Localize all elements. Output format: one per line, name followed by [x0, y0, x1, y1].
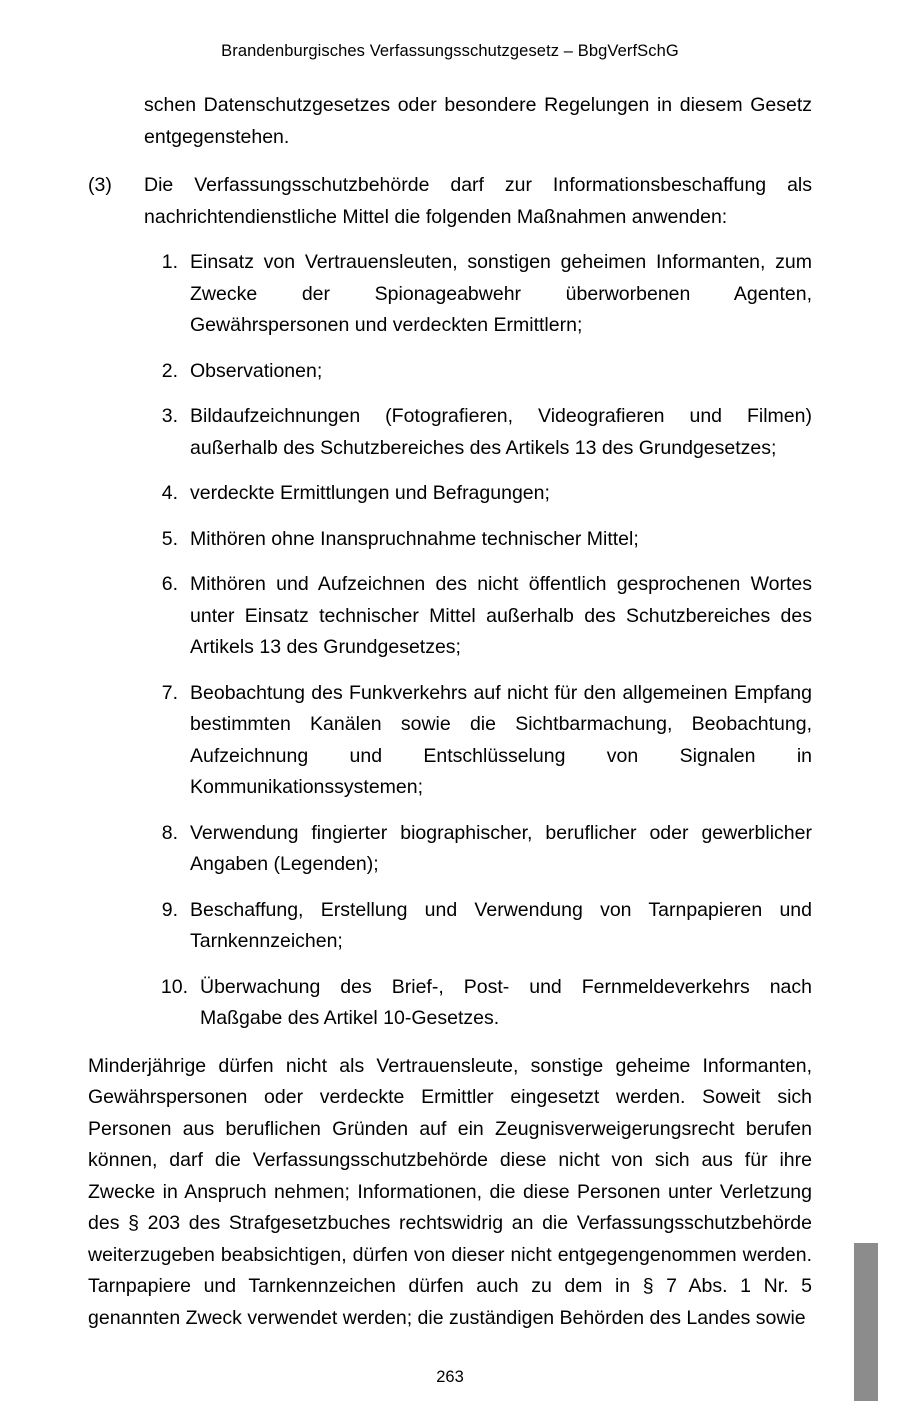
list-item [144, 401, 812, 464]
list-item-text: Mithören ohne Inanspruchnahme technischer Mittel; [190, 527, 639, 550]
list-item-number: 7. [161, 681, 178, 704]
list-item [144, 972, 812, 1035]
list-item [144, 569, 812, 664]
list-item [144, 818, 812, 881]
list-item-number: 10. [160, 975, 188, 998]
page-number: 263 [436, 1368, 464, 1386]
clause-number: (3) [88, 174, 112, 196]
list-item-number: 3. [161, 405, 178, 427]
list-item-number: 5. [161, 527, 178, 550]
page-content [88, 90, 812, 1334]
running-head: Brandenburgisches Verfassungsschutzgesetz – BbgVerfSchG [221, 42, 679, 60]
list-item-number: 8. [161, 821, 178, 844]
list-item-number: 1. [161, 251, 178, 273]
list-item [144, 678, 812, 804]
list-item [144, 524, 812, 556]
list-item [144, 247, 812, 342]
measures-list [144, 247, 812, 1035]
continuation-paragraph: schen Datenschutzgesetzes oder besondere Regelungen in diesem Gesetz entgegenstehen. [144, 94, 812, 148]
list-item-text: Bildaufzeichnungen (Fotografieren, Videografieren und Filmen) außerhalb des Schutzbereiches des Artikels 13 des Grundgesetzes; [190, 405, 812, 459]
list-item-number: 9. [161, 898, 178, 921]
list-item [144, 356, 812, 388]
list-item-number: 2. [161, 359, 178, 382]
list-item-text: Beschaffung, Erstellung und Verwendung von Tarnpapieren und Tarnkennzeichen; [190, 898, 812, 952]
clause-text: Die Verfassungsschutzbehörde darf zur Informationsbeschaffung als nachrichtendienstliche Mittel die folgenden Maßnahmen anwenden: [144, 174, 812, 228]
list-item-text: verdeckte Ermittlungen und Befragungen; [190, 482, 550, 504]
list-item-text: Einsatz von Vertrauensleuten, sonstigen geheimen Informanten, zum Zwecke der Spionageabwehr überworbenen Agenten, Gewährspersonen und verdeckten Ermittlern; [190, 251, 812, 336]
list-item [144, 895, 812, 958]
list-item-text: Observationen; [190, 359, 323, 382]
closing-paragraph: Minderjährige dürfen nicht als Vertrauensleute, sonstige geheime Informanten, Gewährspersonen oder verdeckte Ermittler eingesetzt werden. Soweit sich Personen aus beruflichen Gründen auf ein Zeugnisverweigerungsrecht berufen können, darf die Verfassungsschutzbehörde diese nicht von sich aus für ihre Zwecke in Anspruch nehmen; Informationen, die diese Personen unter Verletzung des § 203 des Strafgesetzbuches rechtswidrig an die Verfassungsschutzbehörde weiterzugeben beabsichtigen, dürfen von dieser nicht entgegengenommen werden. Tarnpapiere und Tarnkennzeichen dürfen auch zu dem in § 7 Abs. 1 Nr. 5 genannten Zweck verwendet werden; die zuständigen Behörden des Landes sowie [88, 1054, 812, 1329]
list-item [144, 478, 812, 510]
list-item-text: Beobachtung des Funkverkehrs auf nicht für den allgemeinen Empfang bestimmten Kanälen sowie die Sichtbarmachung, Beobachtung, Aufzeichnung und Entschlüsselung von Signalen in Kommunikationssystemen; [190, 681, 812, 798]
closing-paragraph-block [88, 1051, 812, 1335]
list-item-number: 6. [161, 573, 178, 595]
list-item-number: 4. [161, 482, 178, 504]
list-item-text: Überwachung des Brief-, Post- und Fernmeldeverkehrs nach Maßgabe des Artikel 10-Gesetzes. [200, 975, 812, 1029]
clause-3 [88, 170, 812, 233]
list-item-text: Verwendung fingierter biographischer, beruflicher oder gewerblicher Angaben (Legenden); [190, 821, 812, 875]
list-item-text: Mithören und Aufzeichnen des nicht öffentlich gesprochenen Wortes unter Einsatz technischer Mittel außerhalb des Schutzbereiches des Artikels 13 des Grundgesetzes; [190, 573, 812, 658]
